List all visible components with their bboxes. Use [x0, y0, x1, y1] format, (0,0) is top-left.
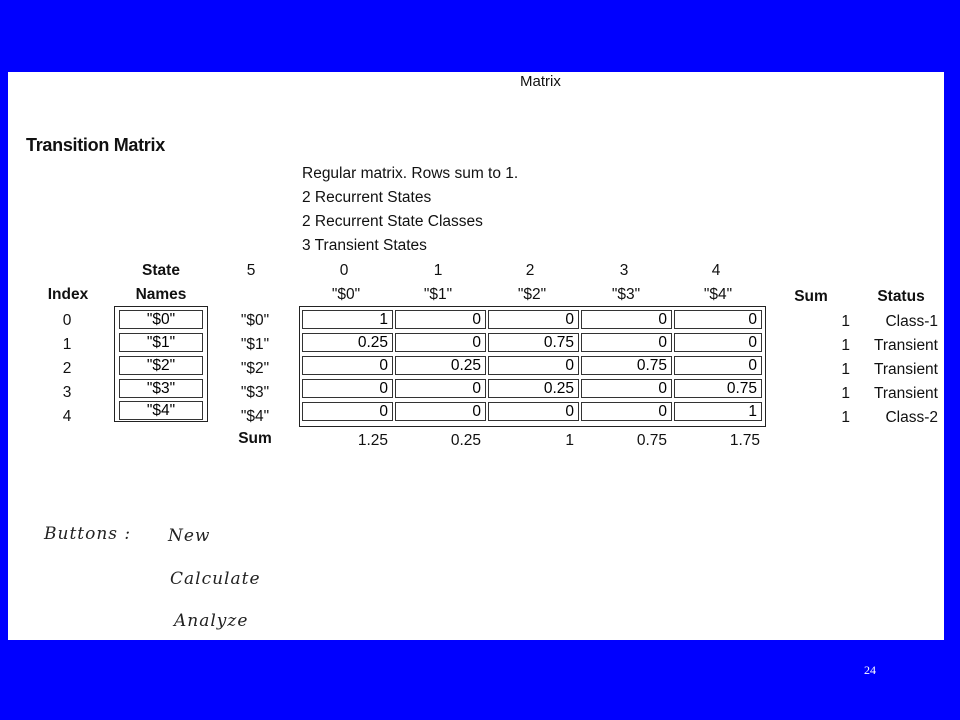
- column-name: "$2": [517, 286, 547, 303]
- row-label: "$2": [240, 360, 270, 377]
- column-name: "$3": [611, 286, 641, 303]
- matrix-cell[interactable]: 0: [581, 402, 672, 421]
- row-index: 1: [62, 336, 72, 353]
- column-sum: 1: [565, 432, 574, 449]
- state-names-header: Names: [135, 286, 187, 303]
- matrix-cell[interactable]: 0: [488, 310, 579, 329]
- column-sum-label: Sum: [238, 430, 272, 447]
- column-sum: 1.75: [729, 432, 760, 449]
- matrix-cell[interactable]: 0: [302, 402, 393, 421]
- row-sum: 1: [841, 385, 850, 402]
- handwritten-button-note: Calculate: [170, 569, 261, 589]
- matrix-cell[interactable]: 0.75: [674, 379, 762, 398]
- column-name: "$1": [423, 286, 453, 303]
- page-title: Transition Matrix: [26, 135, 165, 155]
- column-index: 0: [339, 262, 349, 279]
- matrix-cell[interactable]: 0: [302, 379, 393, 398]
- info-line: 2 Recurrent State Classes: [302, 213, 483, 230]
- state-names-box: [114, 306, 208, 422]
- column-index: 2: [525, 262, 535, 279]
- info-line: Regular matrix. Rows sum to 1.: [302, 165, 519, 182]
- row-status: Transient: [873, 337, 938, 354]
- row-label: "$4": [240, 408, 270, 425]
- column-name: "$4": [703, 286, 733, 303]
- matrix-cell[interactable]: 0.25: [302, 333, 393, 352]
- column-sum: 0.75: [636, 432, 667, 449]
- row-sum: 1: [841, 409, 850, 426]
- matrix-cell[interactable]: 0: [674, 310, 762, 329]
- matrix-cell[interactable]: 0: [581, 379, 672, 398]
- state-name-field[interactable]: "$3": [119, 379, 203, 398]
- matrix-cell[interactable]: 0.75: [488, 333, 579, 352]
- matrix-cell[interactable]: 0: [674, 333, 762, 352]
- status-header: Status: [877, 288, 925, 305]
- row-label: "$0": [240, 312, 270, 329]
- row-status: Class-1: [885, 313, 938, 330]
- matrix-cell[interactable]: 0: [581, 333, 672, 352]
- matrix-cell[interactable]: 1: [302, 310, 393, 329]
- column-index: 1: [433, 262, 443, 279]
- matrix-cell[interactable]: 0: [674, 356, 762, 375]
- state-name-field[interactable]: "$2": [119, 356, 203, 375]
- column-index: 4: [711, 262, 721, 279]
- row-index: 0: [62, 312, 72, 329]
- transition-matrix-grid: [299, 306, 766, 427]
- matrix-sheet: [8, 72, 944, 640]
- column-sum: 1.25: [357, 432, 388, 449]
- row-index: 3: [62, 384, 72, 401]
- info-line: 2 Recurrent States: [302, 189, 432, 206]
- row-index: 2: [62, 360, 72, 377]
- state-name-field[interactable]: "$1": [119, 333, 203, 352]
- column-sum: 0.25: [450, 432, 481, 449]
- state-count: 5: [246, 262, 256, 279]
- row-status: Transient: [873, 385, 938, 402]
- row-label: "$1": [240, 336, 270, 353]
- matrix-cell[interactable]: 0: [395, 333, 486, 352]
- row-sum: 1: [841, 361, 850, 378]
- matrix-cell[interactable]: 0.75: [581, 356, 672, 375]
- matrix-cell[interactable]: 0: [395, 402, 486, 421]
- info-line: 3 Transient States: [302, 237, 427, 254]
- row-index: 4: [62, 408, 72, 425]
- matrix-cell[interactable]: 0: [488, 402, 579, 421]
- row-label: "$3": [240, 384, 270, 401]
- index-header: Index: [47, 286, 89, 303]
- state-names-header: State: [142, 262, 180, 279]
- sum-header: Sum: [794, 288, 828, 305]
- handwritten-button-note: Analyze: [174, 611, 249, 631]
- row-status: Class-2: [885, 409, 938, 426]
- state-name-field[interactable]: "$4": [119, 401, 203, 420]
- matrix-cell[interactable]: 1: [674, 402, 762, 421]
- handwritten-button-note: New: [168, 526, 211, 546]
- matrix-cell[interactable]: 0.25: [488, 379, 579, 398]
- column-index: 3: [619, 262, 629, 279]
- matrix-cell[interactable]: 0.25: [395, 356, 486, 375]
- matrix-cell[interactable]: 0: [302, 356, 393, 375]
- row-status: Transient: [873, 361, 938, 378]
- state-name-field[interactable]: "$0": [119, 310, 203, 329]
- matrix-cell[interactable]: 0: [395, 379, 486, 398]
- matrix-cell[interactable]: 0: [581, 310, 672, 329]
- matrix-cell[interactable]: 0: [488, 356, 579, 375]
- matrix-cell[interactable]: 0: [395, 310, 486, 329]
- handwritten-buttons-label: Buttons :: [44, 524, 132, 544]
- window-title: Matrix: [520, 73, 561, 90]
- page-number: 24: [864, 663, 876, 677]
- column-name: "$0": [331, 286, 361, 303]
- row-sum: 1: [841, 337, 850, 354]
- row-sum: 1: [841, 313, 850, 330]
